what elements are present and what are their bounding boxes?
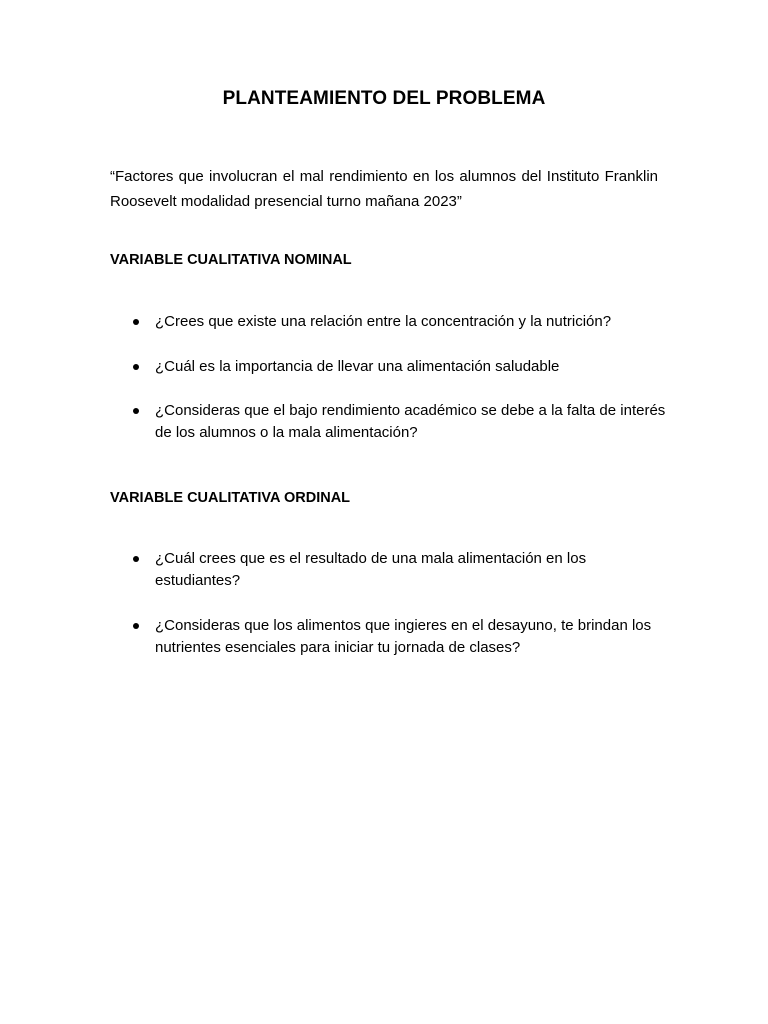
ordinal-question-list <box>130 548 670 682</box>
bullet-icon <box>133 623 139 629</box>
section-heading-ordinal: VARIABLE CUALITATIVA ORDINAL <box>110 490 351 506</box>
list-item <box>130 356 670 378</box>
page-title: PLANTEAMIENTO DEL PROBLEMA <box>222 88 546 109</box>
bullet-icon <box>133 364 139 370</box>
section-heading-nominal: VARIABLE CUALITATIVA NOMINAL <box>110 252 352 268</box>
list-item <box>130 615 670 659</box>
list-item <box>130 311 670 333</box>
nominal-question-list <box>130 311 670 467</box>
list-item-text: ¿Cuál crees que es el resultado de una mala alimentación en los estudiantes? <box>155 550 587 589</box>
list-item <box>130 548 670 592</box>
list-item <box>130 400 670 444</box>
problem-statement: “Factores que involucran el mal rendimiento en los alumnos del Instituto Franklin Roosevelt modalidad presencial turno mañana 2023” <box>110 168 658 210</box>
list-item-text: ¿Consideras que el bajo rendimiento académico se debe a la falta de interés de los alumnos o la mala alimentación? <box>155 402 666 441</box>
bullet-icon <box>133 556 139 562</box>
bullet-icon <box>133 319 139 325</box>
list-item-text: ¿Cuál es la importancia de llevar una alimentación saludable <box>155 358 560 375</box>
bullet-icon <box>133 408 139 414</box>
list-item-text: ¿Consideras que los alimentos que ingieres en el desayuno, te brindan los nutrientes esenciales para iniciar tu jornada de clases? <box>155 617 652 656</box>
list-item-text: ¿Crees que existe una relación entre la concentración y la nutrición? <box>155 313 612 330</box>
